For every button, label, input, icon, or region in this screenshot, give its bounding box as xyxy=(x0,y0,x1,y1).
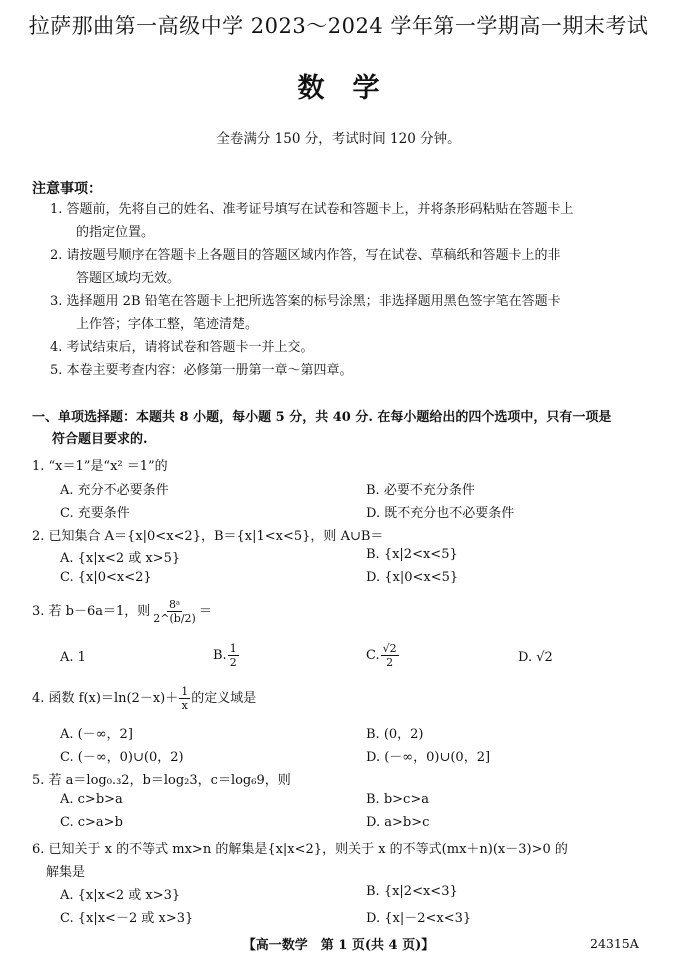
q3-d-value: √2 xyxy=(536,650,553,665)
notice-line: 的指定位置。 xyxy=(76,225,155,240)
notice-line: 5. 本卷主要考查内容：必修第一册第一章～第四章。 xyxy=(50,363,353,378)
question-3-stem xyxy=(32,598,212,625)
q4-frac-num: 1 xyxy=(181,685,189,698)
notice-line: 上作答；字体工整，笔迹清楚。 xyxy=(76,317,259,332)
q3-c-label: C. xyxy=(366,648,380,663)
q3-b-fraction xyxy=(228,642,239,669)
notice-line: 4. 考试结束后，请将试卷和答题卡一并上交。 xyxy=(50,340,314,355)
q3-c-fraction xyxy=(381,642,399,669)
q6-option-c: C. {x|x<－2 或 x>3} xyxy=(60,911,194,926)
q1-option-c: C. 充要条件 xyxy=(60,506,130,521)
notice-line: 答题区域均无效。 xyxy=(76,271,181,286)
q5-option-c: C. c>a>b xyxy=(60,815,123,830)
question-4-stem xyxy=(32,685,256,712)
question-1-stem: 1. “x＝1”是“x² ＝1”的 xyxy=(32,459,168,474)
q4-option-b: B. (0，2) xyxy=(366,727,424,742)
q3-option-a: A. 1 xyxy=(60,650,86,665)
q6-option-b: B. {x|2<x<3} xyxy=(366,884,458,899)
q3-d-label: D. xyxy=(518,650,533,665)
q3-option-c xyxy=(366,642,400,669)
q3-b-label: B. xyxy=(213,648,227,663)
paper-code: 24315A xyxy=(590,936,639,951)
q3-frac-den: 2^(b/2) xyxy=(153,612,196,625)
q3-c-num: √2 xyxy=(382,642,397,655)
q3-stem-pre: 3. 若 b－6a＝1，则 xyxy=(32,604,151,619)
exam-info: 全卷满分 150 分，考试时间 120 分钟。 xyxy=(216,131,461,147)
q2-option-a: A. {x|x<2 或 x>5} xyxy=(60,551,181,566)
page-footer: 【高一数学 第 1 页(共 4 页)】 xyxy=(242,938,435,953)
q3-fraction xyxy=(151,598,198,625)
question-6-stem-cont: 解集是 xyxy=(46,865,86,880)
q2-option-d: D. {x|0<x<5} xyxy=(366,570,459,585)
q3-frac-num: 8ᵃ xyxy=(168,598,181,611)
exam-title: 拉萨那曲第一高级中学 2023～2024 学年第一学期高一期末考试 xyxy=(28,14,649,38)
notice-line: 2. 请按题号顺序在答题卡上各题目的答题区域内作答，写在试卷、草稿纸和答题卡上的非 xyxy=(50,248,561,263)
q5-option-b: B. b>c>a xyxy=(366,792,429,807)
q1-option-b: B. 必要不充分条件 xyxy=(366,483,475,498)
q2-option-b: B. {x|2<x<5} xyxy=(366,547,458,562)
q3-stem-post: ＝ xyxy=(198,604,212,619)
q3-option-b xyxy=(213,642,240,669)
notice-heading: 注意事项： xyxy=(32,181,102,197)
q4-stem-pre: 4. 函数 f(x)＝ln(2－x)＋ xyxy=(32,691,179,706)
q4-option-c: C. (－∞，0)∪(0，2) xyxy=(60,750,184,765)
subject-title: 数学 xyxy=(297,73,408,104)
q5-option-a: A. c>b>a xyxy=(60,792,123,807)
notice-line: 3. 选择题用 2B 铅笔在答题卡上把所选答案的标号涂黑；非选择题用黑色签字笔在答题卡 xyxy=(50,294,561,309)
q6-option-d: D. {x|－2<x<3} xyxy=(366,911,472,926)
question-6-stem: 6. 已知关于 x 的不等式 mx>n 的解集是{x|x<2}，则关于 x 的不等式(mx＋n)(x－3)>0 的 xyxy=(32,842,568,857)
question-2-stem: 2. 已知集合 A＝{x|0<x<2}，B＝{x|1<x<5}，则 A∪B＝ xyxy=(32,529,384,544)
q4-option-d: D. (－∞，0)∪(0，2] xyxy=(366,750,491,765)
q1-option-a: A. 充分不必要条件 xyxy=(60,483,169,498)
q4-option-a: A. (－∞，2] xyxy=(60,727,133,742)
section-heading-cont: 符合题目要求的. xyxy=(52,432,148,447)
q3-b-num: 1 xyxy=(229,642,237,655)
q4-frac-den: x xyxy=(181,699,188,712)
q3-c-den: 2 xyxy=(386,656,394,669)
q5-option-d: D. a>b>c xyxy=(366,815,430,830)
q6-option-a: A. {x|x<2 或 x>3} xyxy=(60,888,181,903)
q3-option-d xyxy=(518,650,553,665)
q4-stem-post: 的定义域是 xyxy=(191,691,257,706)
section-heading: 一、单项选择题：本题共 8 小题，每小题 5 分，共 40 分. 在每小题给出的四个选项中，只有一项是 xyxy=(32,410,612,425)
q4-fraction xyxy=(179,685,190,712)
q3-b-den: 2 xyxy=(229,656,237,669)
notice-line: 1. 答题前，先将自己的姓名、准考证号填写在试卷和答题卡上，并将条形码粘贴在答题卡上 xyxy=(50,202,574,217)
q2-option-c: C. {x|0<x<2} xyxy=(60,570,152,585)
q1-option-d: D. 既不充分也不必要条件 xyxy=(366,506,515,521)
question-5-stem: 5. 若 a＝log₀.₃2，b＝log₂3，c＝log₆9，则 xyxy=(32,773,291,788)
